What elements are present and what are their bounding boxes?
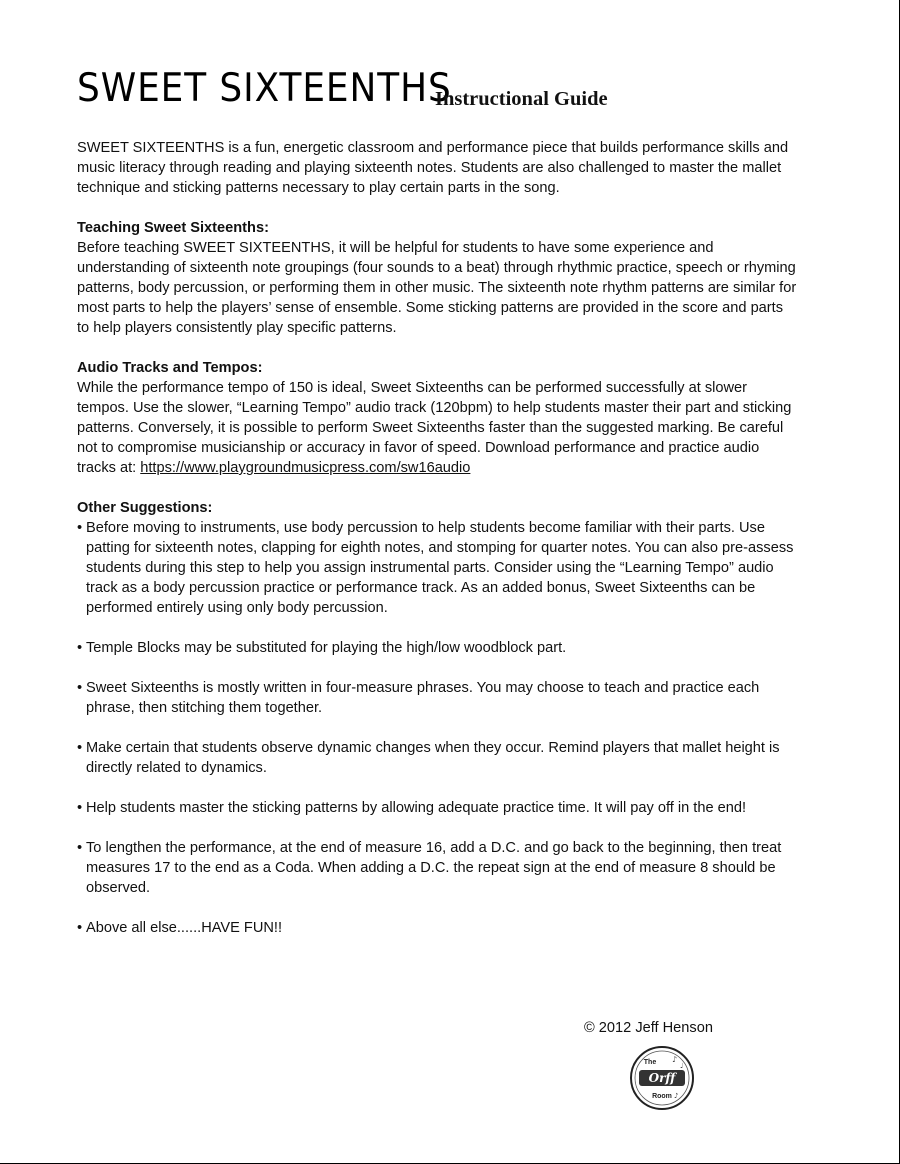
header [77, 66, 608, 111]
audio-heading: Audio Tracks and Tempos: [77, 360, 263, 376]
other-heading: Other Suggestions: [77, 500, 213, 516]
logo-music-note-icon: ♪ [674, 1092, 679, 1100]
orff-room-logo [628, 1044, 696, 1112]
suggestion-item [77, 638, 797, 658]
bullet-mark: • [77, 680, 83, 696]
logo-music-note-icon: ♩ [680, 1062, 684, 1070]
page-subtitle: Instructional Guide [435, 88, 608, 110]
audio-download-link[interactable]: https://www.playgroundmusicpress.com/sw16audio [140, 460, 471, 476]
bullet-mark: • [77, 920, 83, 936]
logo-bottom-text: Room [652, 1093, 672, 1100]
bullet-mark: • [77, 840, 83, 856]
suggestion-text: To lengthen the performance, at the end of measure 16, add a D.C. and go back to the beginning, then treat measures 17 to the end as a Coda. When adding a D.C. the repeat sign at the end of measure 8 should be observed. [86, 840, 782, 896]
audio-paragraph [77, 378, 797, 478]
copyright-notice: © 2012 Jeff Henson [584, 1020, 713, 1036]
suggestion-item [77, 678, 797, 718]
suggestion-item [77, 518, 797, 618]
bullet-mark: • [77, 520, 83, 536]
suggestion-text: Sweet Sixteenths is mostly written in four-measure phrases. You may choose to teach and practice each phrase, then stitching them together. [86, 680, 760, 716]
logo-middle-text: Orff [648, 1071, 676, 1085]
suggestion-text: Before moving to instruments, use body percussion to help students become familiar with their parts. Use patting for sixteenth notes, clapping for eighth notes, and stomping for quarter notes. You can also pre-assess students during this step to help you assign instrumental parts. Consider using the “Learning Tempo” audio track as a body percussion practice or performance track. As an added bonus, Sweet Sixteenths can be performed entirely using only body percussion. [86, 520, 794, 616]
document-body [77, 138, 797, 938]
teaching-paragraph: Before teaching SWEET SIXTEENTHS, it will be helpful for students to have some experience and understanding of sixteenth note groupings (four sounds to a beat) through rhythmic practice, speech or rhyming patterns, body percussion, or performing them in other music. The sixteenth note rhythm patterns are similar for most parts to help the players’ sense of ensemble. Some sticking patterns are provided in the score and parts to help players consistently play specific patterns. [77, 240, 797, 336]
bullet-mark: • [77, 640, 83, 656]
logo-top-text: The [643, 1059, 657, 1066]
suggestion-item [77, 838, 797, 898]
suggestion-text: Make certain that students observe dynamic changes when they occur. Remind players that mallet height is directly related to dynamics. [86, 740, 780, 776]
audio-body-text: While the performance tempo of 150 is ideal, Sweet Sixteenths can be performed successfully at slower tempos. Use the slower, “Learning Tempo” audio track (120bpm) to help students master their part and sticking patterns. Conversely, it is possible to perform Sweet Sixteenths faster than the suggested marking. Be careful not to compromise musicianship or accuracy in favor of speed. Download performance and practice audio tracks at: [77, 380, 792, 476]
bullet-mark: • [77, 800, 83, 816]
suggestion-item [77, 738, 797, 778]
intro-paragraph: SWEET SIXTEENTHS is a fun, energetic classroom and performance piece that builds performance skills and music literacy through reading and playing sixteenth notes. Students are also challenged to master the mallet technique and sticking patterns necessary to play certain parts in the song. [77, 140, 789, 196]
bullet-mark: • [77, 740, 83, 756]
suggestion-text: Help students master the sticking patterns by allowing adequate practice time. It will pay off in the end! [86, 800, 747, 816]
page-title: SWEET SIXTEENTHS [77, 66, 452, 111]
suggestion-item [77, 918, 797, 938]
suggestion-text: Temple Blocks may be substituted for playing the high/low woodblock part. [86, 640, 567, 656]
teaching-heading: Teaching Sweet Sixteenths: [77, 220, 269, 236]
suggestion-item [77, 798, 797, 818]
logo-music-note-icon: ♪ [672, 1055, 678, 1064]
suggestion-text: Above all else......HAVE FUN!! [86, 920, 283, 936]
